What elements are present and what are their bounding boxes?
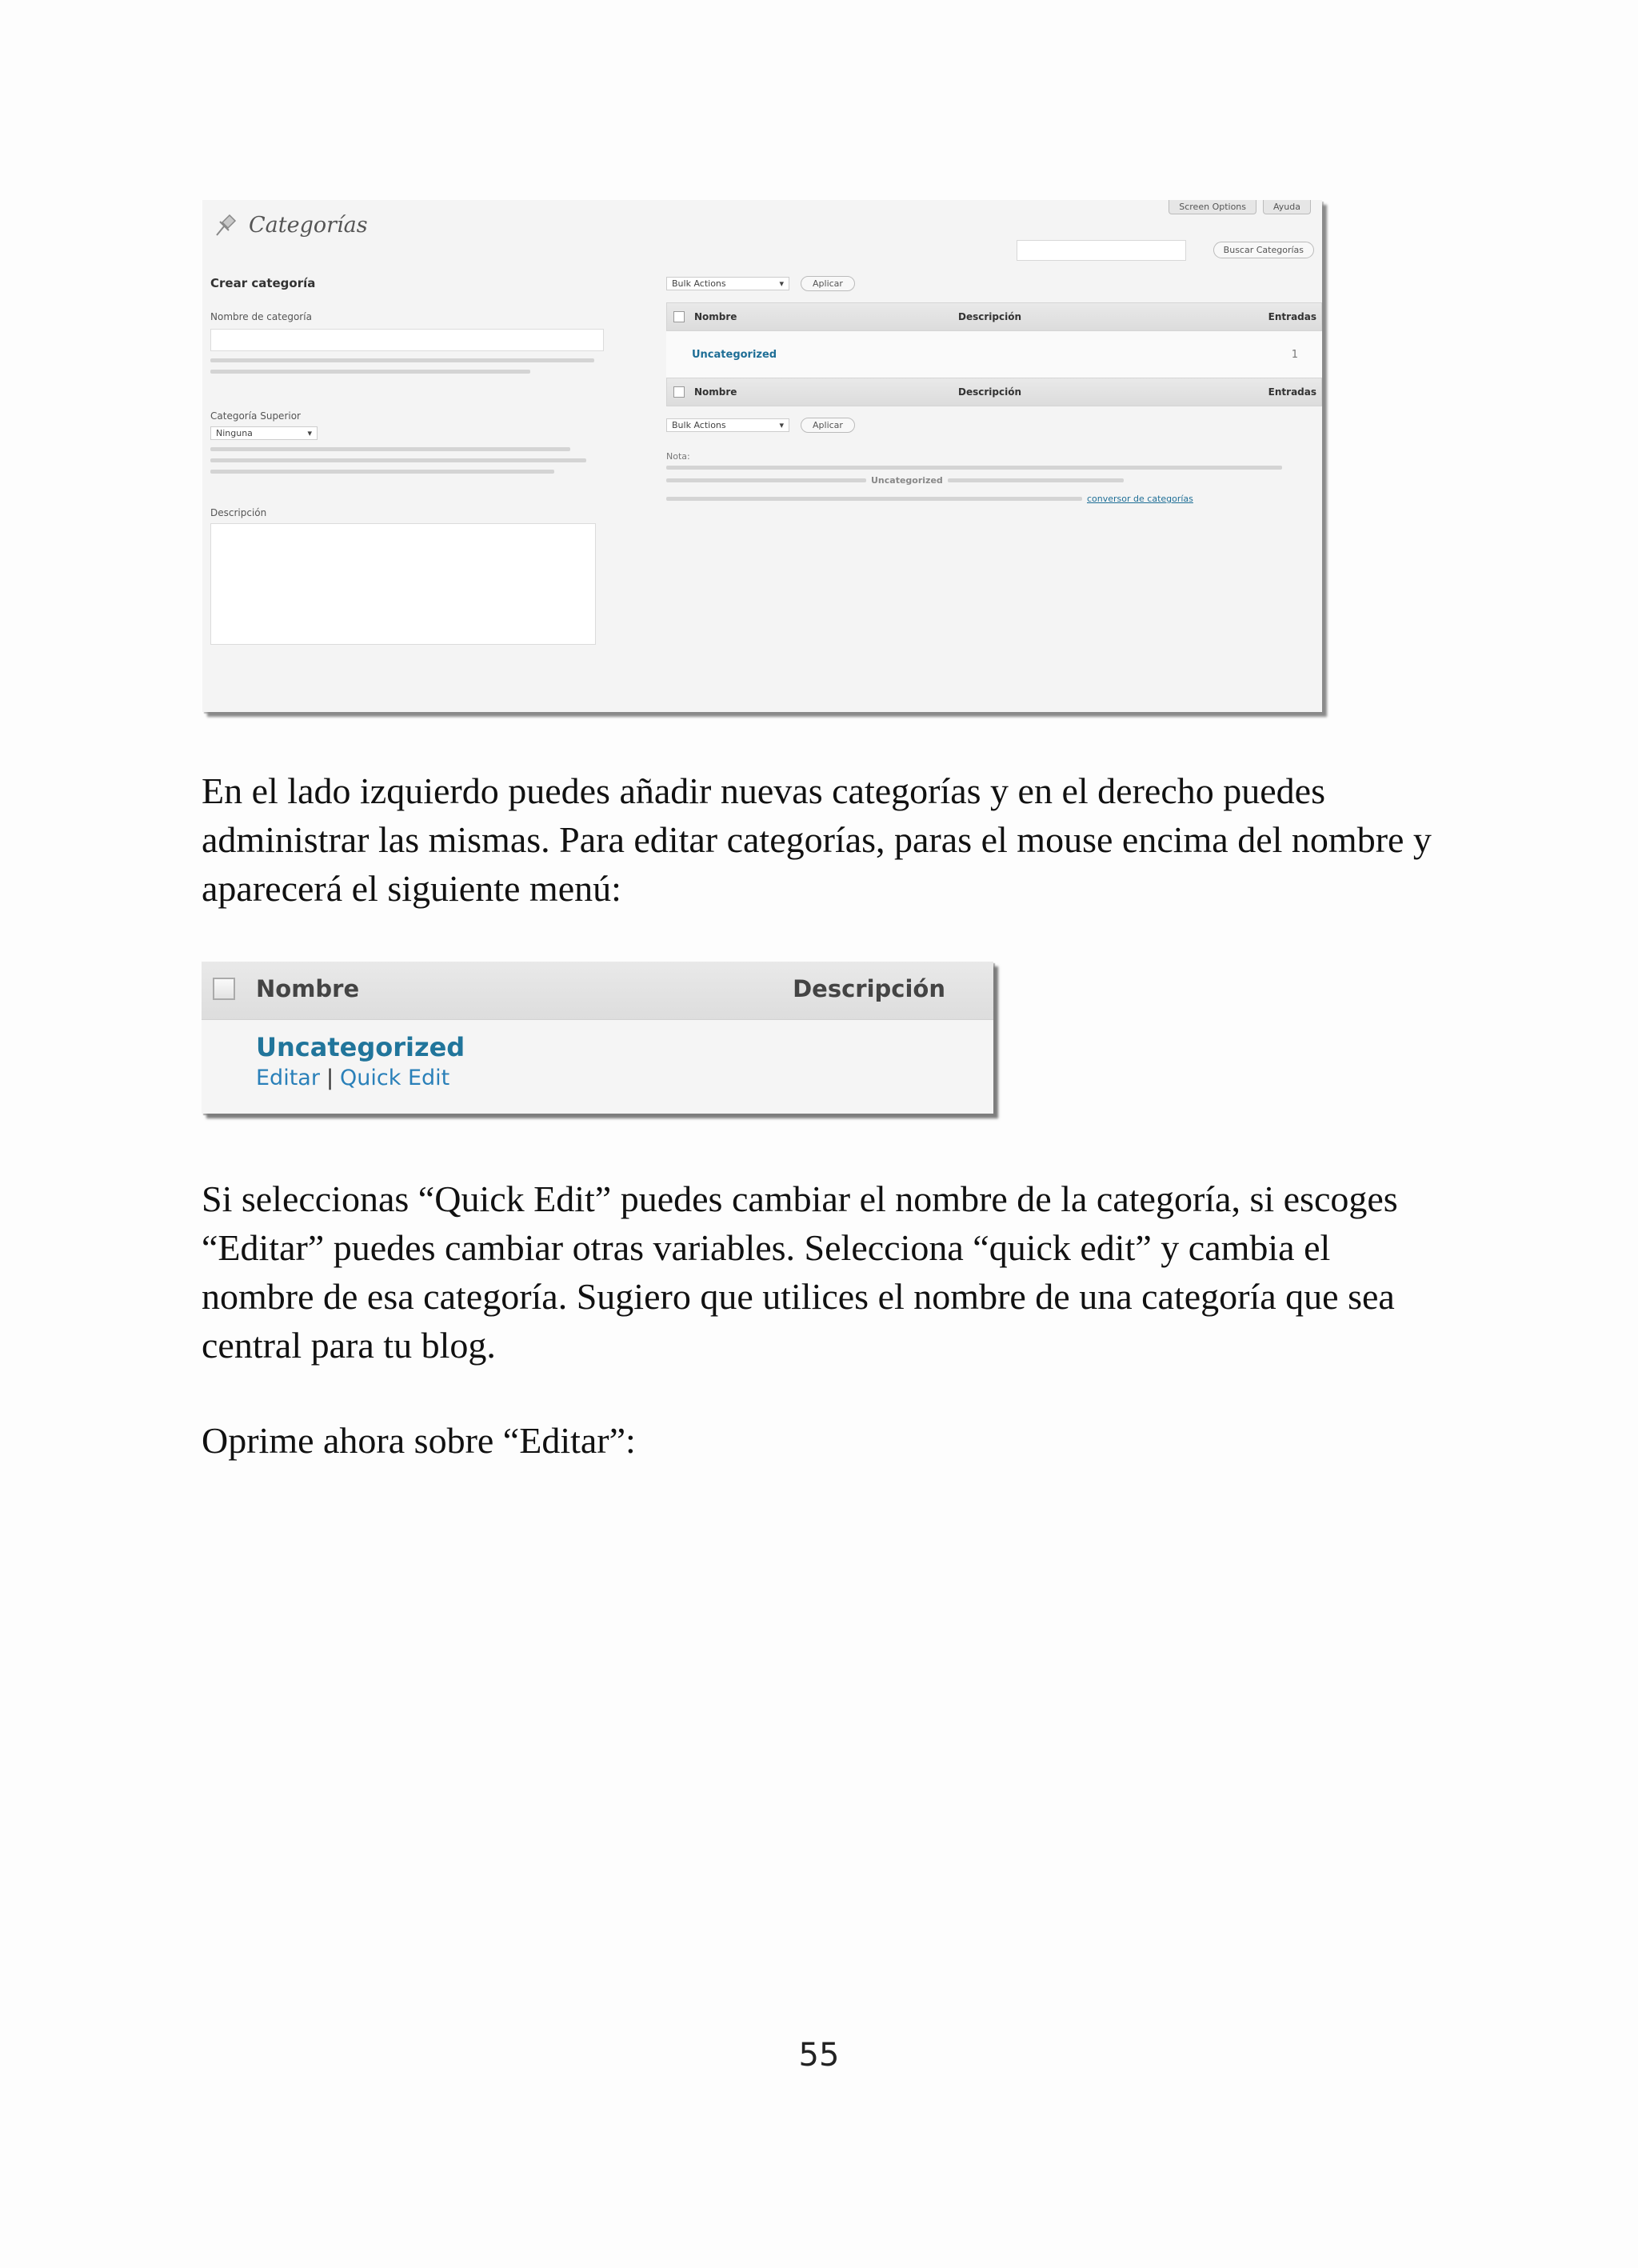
row-actions xyxy=(256,1066,449,1090)
paragraph-press-edit: Oprime ahora sobre “Editar”: xyxy=(202,1420,636,1461)
paragraph-intro: En el lado izquierdo puedes añadir nuevas categorías y en el derecho puedes administrar las mismas. Para editar categorías, paras el mouse encima del nombre y aparecerá el siguiente menú: xyxy=(202,770,1432,909)
categories-screenshot xyxy=(202,200,1322,712)
search-categories-input[interactable] xyxy=(1017,240,1186,261)
page-number: 55 xyxy=(798,2037,840,2074)
table-header xyxy=(202,962,993,1020)
create-category-panel xyxy=(210,276,610,645)
parent-category-help-text xyxy=(210,447,610,474)
parent-category-select[interactable] xyxy=(210,426,318,440)
pushpin-icon xyxy=(212,211,239,238)
bulk-actions-bottom xyxy=(666,418,1322,433)
column-description-footer[interactable]: Descripción xyxy=(958,386,1021,398)
select-all-checkbox[interactable] xyxy=(673,311,685,322)
note-label: Nota: xyxy=(666,451,690,462)
screen-options-button[interactable]: Screen Options xyxy=(1169,200,1256,214)
table-header xyxy=(666,302,1322,331)
category-name-label: Nombre de categoría xyxy=(210,311,312,322)
category-name-link[interactable]: Uncategorized xyxy=(256,1032,465,1062)
table-row xyxy=(666,331,1322,378)
category-post-count: 1 xyxy=(1291,348,1298,361)
categories-table-panel xyxy=(666,276,1322,506)
create-category-heading: Crear categoría xyxy=(210,276,316,290)
parent-category-label: Categoría Superior xyxy=(210,410,301,422)
bulk-actions-top xyxy=(666,276,1322,291)
table-footer xyxy=(666,378,1322,406)
category-name-link[interactable]: Uncategorized xyxy=(692,348,777,361)
column-description[interactable]: Descripción xyxy=(958,311,1021,322)
bulk-actions-label: Bulk Actions xyxy=(672,278,726,289)
description-textarea[interactable] xyxy=(210,523,596,645)
page-title: Categorías xyxy=(249,212,368,238)
note-bold-word: Uncategorized xyxy=(871,475,943,486)
apply-button-top[interactable]: Aplicar xyxy=(801,276,855,291)
dropdown-arrow-icon: ▾ xyxy=(779,278,784,289)
category-name-help-text xyxy=(210,358,610,374)
description-label: Descripción xyxy=(210,507,267,518)
select-all-checkbox-bottom[interactable] xyxy=(673,386,685,398)
notes-section xyxy=(666,449,1322,506)
select-all-checkbox[interactable] xyxy=(213,978,235,1000)
hover-menu-screenshot xyxy=(202,962,993,1114)
column-name-footer[interactable]: Nombre xyxy=(694,386,737,398)
help-button[interactable]: Ayuda xyxy=(1263,200,1311,214)
quick-edit-link[interactable]: Quick Edit xyxy=(340,1066,450,1090)
column-name[interactable]: Nombre xyxy=(256,975,360,1002)
column-description[interactable]: Descripción xyxy=(793,975,945,1002)
search-categories-button[interactable]: Buscar Categorías xyxy=(1213,242,1314,258)
column-posts-footer[interactable]: Entradas xyxy=(1268,386,1316,398)
paragraph-quick-edit: Si seleccionas “Quick Edit” puedes cambiar el nombre de la categoría, si escoges “Editar” puedes cambiar otras variables. Selecciona “quick edit” y cambia el nombre de esa categoría. Sugiero que utilices el nombre de una categoría que sea central para tu blog. xyxy=(202,1178,1398,1366)
apply-button-bottom[interactable]: Aplicar xyxy=(801,418,855,433)
action-separator: | xyxy=(326,1066,334,1090)
parent-category-value: Ninguna xyxy=(216,428,253,438)
column-name[interactable]: Nombre xyxy=(694,311,737,322)
bulk-actions-select-top[interactable] xyxy=(666,277,789,290)
dropdown-arrow-icon: ▾ xyxy=(779,420,784,430)
column-posts[interactable]: Entradas xyxy=(1268,311,1316,322)
dropdown-arrow-icon: ▾ xyxy=(307,428,312,438)
bulk-actions-select-bottom[interactable] xyxy=(666,418,789,432)
category-converter-link[interactable]: conversor de categorías xyxy=(1087,494,1193,504)
bulk-actions-label: Bulk Actions xyxy=(672,420,726,430)
category-name-input[interactable] xyxy=(210,329,604,351)
edit-link[interactable]: Editar xyxy=(256,1066,320,1090)
